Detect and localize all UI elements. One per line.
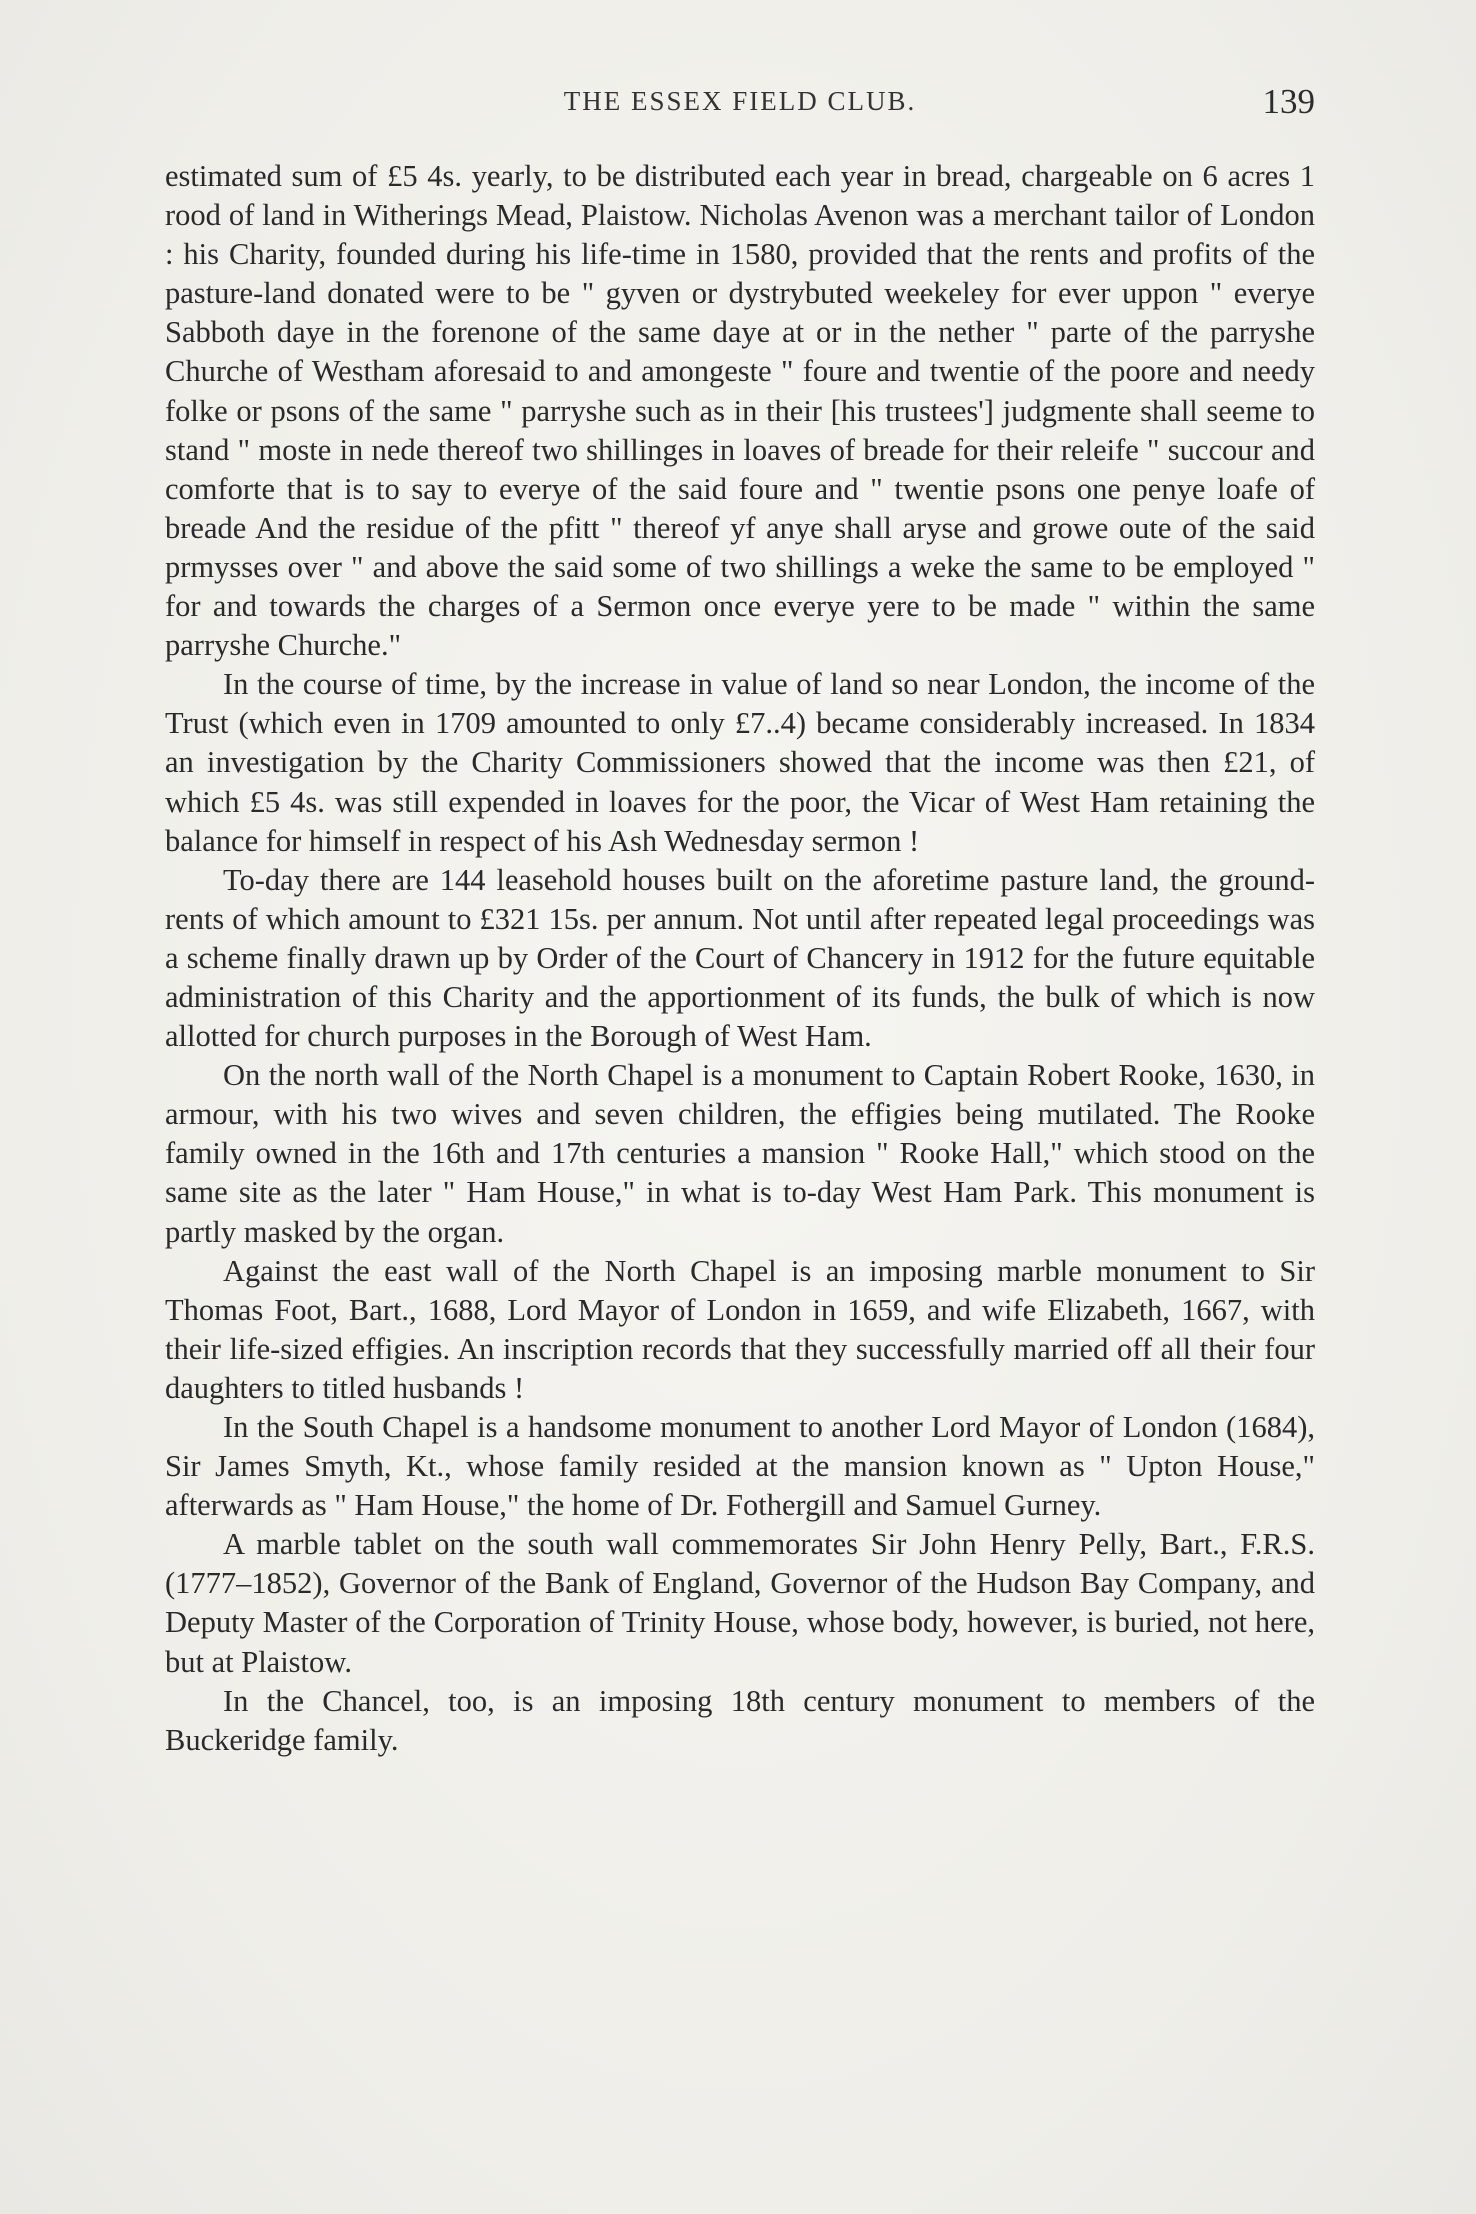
paragraph-buckeridge-monument: In the Chancel, too, is an imposing 18th century monument to members of the Buckeridge family. [165, 1683, 1315, 1757]
paragraph-trust-income: In the course of time, by the increase in value of land so near London, the income of the Trust (which even in 1709 amounted to only £7..4) became considerably increased. In 1834 an investigation by the Charity Commissioners showed that the income was then £21, of which £5 4s. was still expended in loaves for the poor, the Vicar of West Ham retaining the balance for himself in respect of his Ash Wednesday sermon ! [165, 667, 1315, 858]
body-text [165, 157, 1315, 1760]
paragraph-avenon-charity: estimated sum of £5 4s. yearly, to be distributed each year in bread, chargeable on 6 acres 1 rood of land in Witherings Mead, Plaistow. Nicholas Avenon was a merchant tailor of London : his Charity, founded during his life-time in 1580, provided that the rents and profits of the pasture-land donated were to be " gyven or dystrybuted weekeley for ever uppon " everye Sabboth daye in the forenone of the same daye at or in the nether " parte of the parryshe Churche of Westham aforesaid to and amongeste " foure and twentie of the poore and needy folke or psons of the same " parryshe such as in their [his trustees'] judgmente shall seeme to stand " moste in nede thereof two shillinges in loaves of breade for their releife " succour and comforte that is to say to everye of the said foure and " twentie psons one penye loafe of breade And the residue of the pfitt " thereof yf anye shall aryse and growe oute of the said prmysses over " and above the said some of two shillings a weke the same to be employed " for and towards the charges of a Sermon once everye yere to be made " within the same parryshe Churche." [165, 159, 1315, 663]
page-number: 139 [1262, 82, 1315, 121]
paragraph-pelly-tablet: A marble tablet on the south wall commemorates Sir John Henry Pelly, Bart., F.R.S. (1777–1852), Governor of the Bank of England, Governor of the Hudson Bay Company, and Deputy Master of the Corporation of Trinity House, whose body, however, is buried, not here, but at Plaistow. [165, 1527, 1315, 1679]
paragraph-foot-monument: Against the east wall of the North Chapel is an imposing marble monument to Sir Thomas Foot, Bart., 1688, Lord Mayor of London in 1659, and wife Elizabeth, 1667, with their life-sized effigies. An inscription records that they successfully married off all their four daughters to titled husbands ! [165, 1253, 1315, 1405]
paragraph-smyth-monument: In the South Chapel is a handsome monument to another Lord Mayor of London (1684), Sir James Smyth, Kt., whose family resided at the mansion known as " Upton House," afterwards as " Ham House," the home of Dr. Fothergill and Samuel Gurney. [165, 1410, 1315, 1523]
paragraph-rooke-monument: On the north wall of the North Chapel is a monument to Captain Robert Rooke, 1630, in armour, with his two wives and seven children, the effigies being mutilated. The Rooke family owned in the 16th and 17th centuries a mansion " Rooke Hall," which stood on the same site as the later " Ham House," in what is to-day West Ham Park. This monument is partly masked by the organ. [165, 1058, 1315, 1249]
paragraph-leasehold-houses: To-day there are 144 leasehold houses built on the aforetime pasture land, the ground-rents of which amount to £321 15s. per annum. Not until after repeated legal proceedings was a scheme finally drawn up by Order of the Court of Chancery in 1912 for the future equitable administration of this Charity and the apportionment of its funds, the bulk of which is now allotted for church purposes in the Borough of West Ham. [165, 862, 1315, 1054]
running-head: THE ESSEX FIELD CLUB. [563, 86, 917, 116]
page-header [165, 82, 1315, 126]
